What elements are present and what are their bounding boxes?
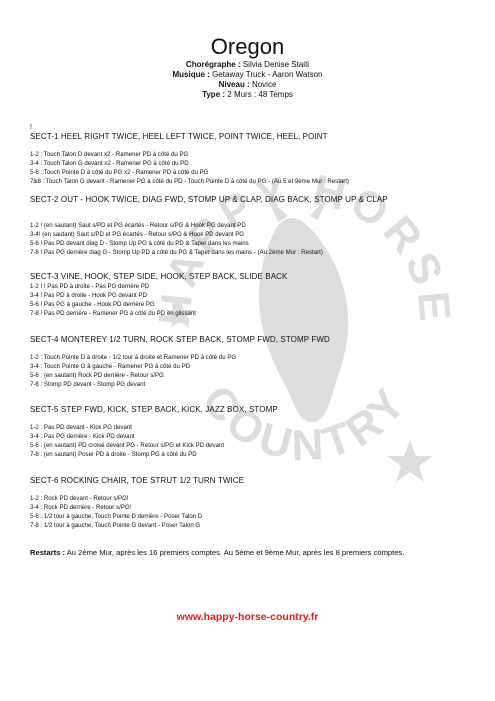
restarts-note bbox=[30, 547, 410, 558]
watermark-text-top: HAPPY HORSE bbox=[150, 165, 460, 328]
step-line: 1-2 ! ! Pas PD à droite - Pas PG derrière PD bbox=[30, 283, 150, 290]
meta-type: Type : 2 Murs : 48 Temps bbox=[202, 90, 293, 99]
step-line: 3-4 ! Pas PD à droite - Hook PG devant PD bbox=[30, 292, 147, 299]
meta-choreographer: Chorégraphe : Silvia Denise Staiti bbox=[185, 60, 310, 69]
meta-level: Niveau : Novice bbox=[218, 80, 277, 89]
step-line: 3-4 : Touch Pointe G à gauche - Ramener PG à côté du PD bbox=[30, 363, 191, 370]
step-line: 5-6 : Touch Pointe D à côté du PG x2 - Ramener PD à côté du PG bbox=[30, 169, 209, 176]
step-line: 1-2 : Touch Talon D devant x2 - Ramener PD à côté du PG bbox=[30, 151, 189, 158]
step-line: 3-4 : Touch Talon G devant x2 - Ramener PG à côté du PD bbox=[30, 160, 189, 167]
step-line: 7-8 ! Pas PG derrière diag G - Stomp Up PD à côté du PG & Taper dans les mains - (Au 2ème Mur : Restart) bbox=[30, 249, 323, 256]
meta-music: Musique : Getaway Truck - Aaron Watson bbox=[172, 70, 323, 79]
step-line: 5-6 : 1/2 tour à gauche, Touch Pointe D derrière - Poser Talon D bbox=[30, 513, 203, 520]
restarts-text: Au 2ème Mur, après les 16 premiers comptes. Au 5ème et 9ème Mur, après les 8 premiers comptes. bbox=[66, 548, 405, 557]
watermark-text-bottom: COUNTRY bbox=[192, 376, 418, 471]
step-line: 1-2 : Touch Pointe D à droite - 1/2 tour à droite et Ramener PD à côté du PG bbox=[30, 354, 237, 361]
step-line: 5-6 : (en sautant) Rock PD derrière - Retour s/PG bbox=[30, 372, 164, 379]
star-icon bbox=[387, 440, 433, 482]
step-line: 7-8 ! Pas PD derrière - Ramener PG à côté du PD en glissant bbox=[30, 310, 196, 317]
step-line: 5-6 ! Pas PG à gauche - Hook PD derrière PG bbox=[30, 301, 155, 308]
step-line: 1-2 : Rock PD devant - Retour s/PG! bbox=[30, 495, 129, 502]
step-line: 1-2 : Pas PD devant - Kick PG devant bbox=[30, 424, 132, 431]
page-title: Oregon bbox=[210, 34, 285, 59]
step-line: 3-4 : Rock PD derrière - Retour s/PG! bbox=[30, 504, 132, 511]
section-title: SECT-1 HEEL RIGHT TWICE, HEEL LEFT TWICE, POINT TWICE, HEEL, POINT bbox=[30, 132, 328, 141]
section-title: SECT-6 ROCKING CHAIR, TOE STRUT 1/2 TURN TWICE bbox=[30, 476, 245, 485]
step-line: 7&8 : Touch Talon G devant - Ramener PG à côté du PD - Touch Pointe D à côté du PG - (Au 5 et 9ème Mur : Restart) bbox=[30, 178, 350, 185]
section-title: SECT-2 OUT - HOOK TWICE, DIAG FWD, STOMP UP & CLAP, DIAG BACK, STOMP UP & CLAP bbox=[30, 195, 388, 204]
step-line: 5-6 ! Pas PD devant diag D - Stomp Up PG à côté du PD & Taper dans les mains bbox=[30, 240, 249, 247]
step-line: 7-8 : (en sautant) Poser PD à droite - Stomp PG à côté du PD bbox=[30, 451, 197, 458]
step-line: 7-8 : 1/2 tour à gauche, Touch Pointe G devant - Poser Talon G bbox=[30, 522, 201, 529]
step-line: 3-4! (en sautant) Saut s/PD et PG écartés - Retour s/PG & Hook PD devant PG bbox=[30, 231, 245, 238]
section-title: SECT-4 MONTEREY 1/2 TURN, ROCK STEP BACK, STOMP FWD, STOMP FWD bbox=[30, 335, 330, 344]
intro-mark: ! bbox=[30, 124, 32, 131]
step-line: 3-4 : Pas PG derrière - Kick PD devant bbox=[30, 433, 135, 440]
step-line: 1-2 ! (en sautant) Saut s/PD et PG écartés - Retour s/PG & Hook PG devant PD bbox=[30, 222, 246, 229]
restarts-label: Restarts : bbox=[30, 548, 66, 557]
horse-head-icon bbox=[259, 196, 348, 422]
step-line: 7-8 : Stomp PD devant - Stomp PG devant bbox=[30, 381, 146, 388]
section-title: SECT-3 VINE, HOOK, STEP SIDE, HOOK, STEP BACK, SLIDE BACK bbox=[30, 272, 288, 281]
section-title: SECT-5 STEP FWD, KICK, STEP BACK, KICK, JAZZ BOX, STOMP bbox=[30, 405, 278, 414]
step-line: 5-6 : (en sautant) PD croisé devant PG - Retour s/PG et Kick PD devant bbox=[30, 442, 225, 449]
footer-website-link[interactable]: www.happy-horse-country.fr bbox=[176, 611, 319, 623]
